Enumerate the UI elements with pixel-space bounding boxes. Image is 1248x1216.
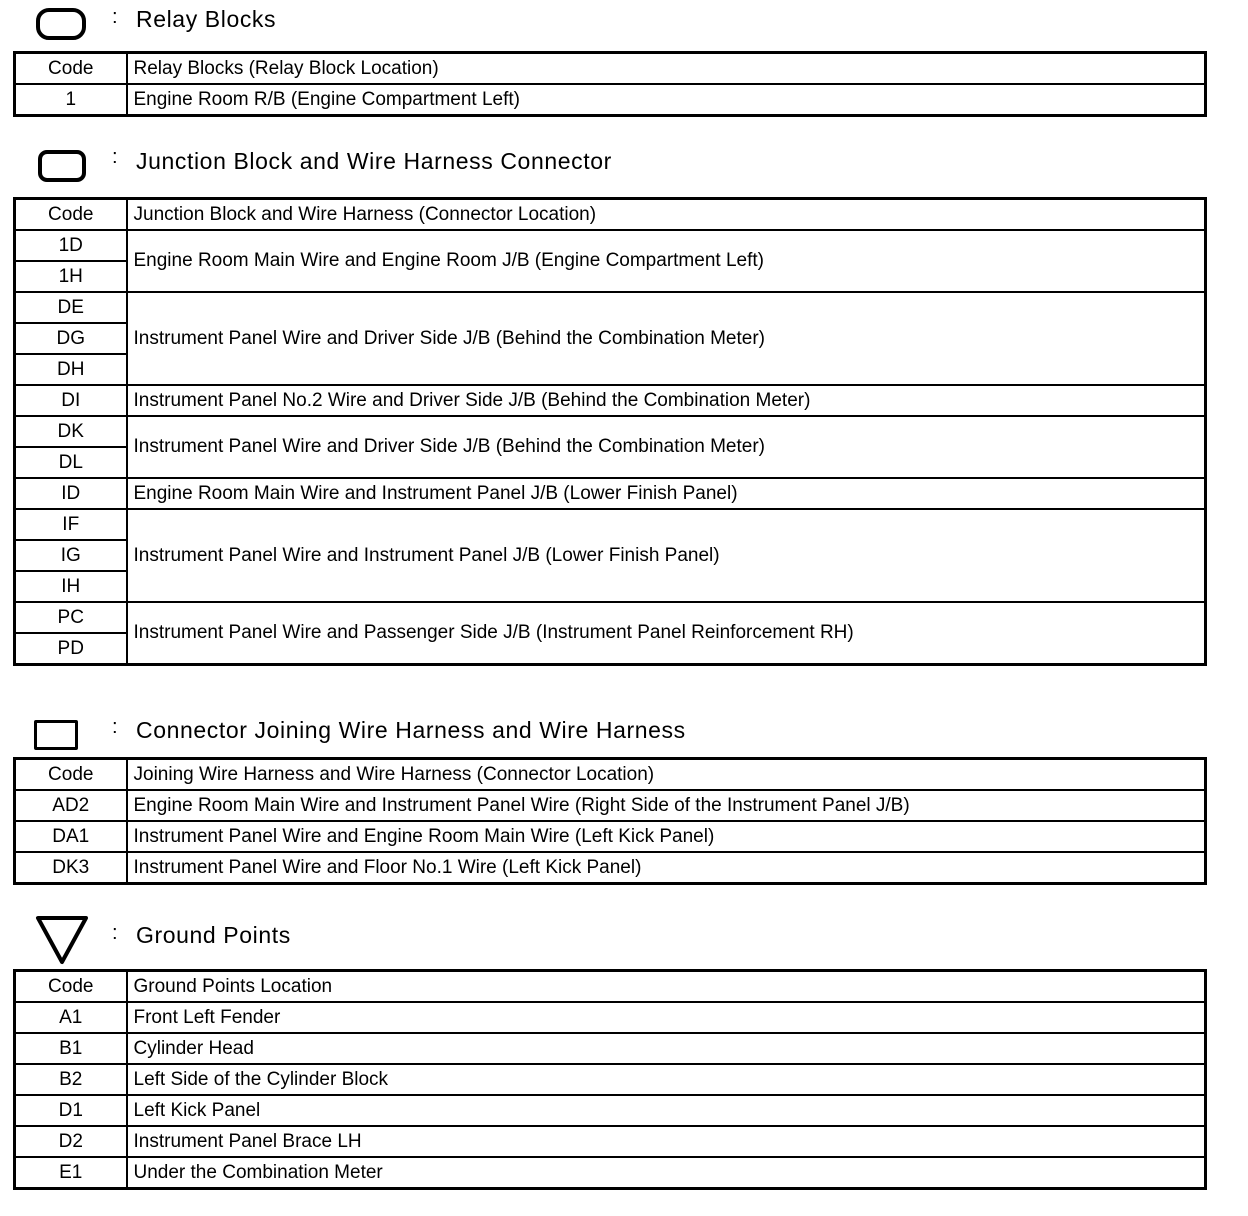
- table-header-row: [15, 53, 1206, 85]
- connector-symbol-icon: [34, 720, 78, 750]
- code-cell: 1: [15, 84, 127, 116]
- header-code: Code: [15, 759, 127, 791]
- code-cell: B1: [15, 1033, 127, 1064]
- table-row: [15, 416, 1206, 447]
- table-row: [15, 1033, 1206, 1064]
- table-row: [15, 509, 1206, 540]
- desc-cell: Instrument Panel Wire and Engine Room Main Wire (Left Kick Panel): [127, 821, 1206, 852]
- header-code: Code: [15, 53, 127, 85]
- desc-cell: Instrument Panel Wire and Floor No.1 Wire (Left Kick Panel): [127, 852, 1206, 884]
- section-title: Relay Blocks: [136, 6, 277, 32]
- desc-cell: Engine Room Main Wire and Instrument Panel Wire (Right Side of the Instrument Panel J/B): [127, 790, 1206, 821]
- table-row: [15, 790, 1206, 821]
- desc-cell: Instrument Panel Wire and Driver Side J/B (Behind the Combination Meter): [127, 416, 1206, 478]
- header-desc: Junction Block and Wire Harness (Connector Location): [127, 199, 1206, 231]
- header-colon: :: [112, 716, 118, 738]
- code-cell: IG: [15, 540, 127, 571]
- junction-block-table: [13, 197, 1207, 666]
- desc-cell: Left Kick Panel: [127, 1095, 1206, 1126]
- table-row: [15, 1157, 1206, 1189]
- desc-cell: Instrument Panel Wire and Instrument Panel J/B (Lower Finish Panel): [127, 509, 1206, 602]
- table-row: [15, 478, 1206, 509]
- desc-cell: Under the Combination Meter: [127, 1157, 1206, 1189]
- code-cell: D2: [15, 1126, 127, 1157]
- desc-cell: Instrument Panel Brace LH: [127, 1126, 1206, 1157]
- junction-block-symbol-icon: [38, 150, 86, 182]
- code-cell: D1: [15, 1095, 127, 1126]
- desc-cell: Engine Room Main Wire and Engine Room J/B (Engine Compartment Left): [127, 230, 1206, 292]
- code-cell: DL: [15, 447, 127, 478]
- code-cell: ID: [15, 478, 127, 509]
- code-cell: AD2: [15, 790, 127, 821]
- relay-blocks-table: [13, 51, 1207, 117]
- table-row: [15, 1126, 1206, 1157]
- table-row: [15, 292, 1206, 323]
- desc-cell: Cylinder Head: [127, 1033, 1206, 1064]
- code-cell: PD: [15, 633, 127, 665]
- connector-joining-table: [13, 757, 1207, 885]
- table-row: [15, 1095, 1206, 1126]
- desc-cell: Engine Room Main Wire and Instrument Panel J/B (Lower Finish Panel): [127, 478, 1206, 509]
- relay-block-symbol-icon: [36, 8, 86, 40]
- table-header-row: [15, 199, 1206, 231]
- code-cell: DA1: [15, 821, 127, 852]
- code-cell: B2: [15, 1064, 127, 1095]
- code-cell: IH: [15, 571, 127, 602]
- ground-points-table: [13, 969, 1207, 1190]
- section-header-junction-block: [0, 140, 1248, 184]
- code-cell: DE: [15, 292, 127, 323]
- header-desc: Joining Wire Harness and Wire Harness (Connector Location): [127, 759, 1206, 791]
- ground-triangle-icon: [34, 914, 90, 966]
- desc-cell: Instrument Panel Wire and Driver Side J/B (Behind the Combination Meter): [127, 292, 1206, 385]
- header-colon: :: [112, 146, 118, 168]
- section-title: Connector Joining Wire Harness and Wire Harness: [136, 717, 686, 743]
- table-row: [15, 1064, 1206, 1095]
- desc-cell: Instrument Panel Wire and Passenger Side J/B (Instrument Panel Reinforcement RH): [127, 602, 1206, 665]
- code-cell: IF: [15, 509, 127, 540]
- header-code: Code: [15, 971, 127, 1003]
- table-row: [15, 852, 1206, 884]
- code-cell: DK3: [15, 852, 127, 884]
- desc-cell: Engine Room R/B (Engine Compartment Left): [127, 84, 1206, 116]
- section-title: Junction Block and Wire Harness Connector: [136, 148, 612, 174]
- section-header-ground-points: [0, 910, 1248, 954]
- header-colon: :: [112, 6, 118, 28]
- code-cell: DG: [15, 323, 127, 354]
- code-cell: PC: [15, 602, 127, 633]
- code-cell: E1: [15, 1157, 127, 1189]
- section-header-connector-joining: [0, 710, 1248, 754]
- section-header-relay-blocks: [0, 0, 1248, 44]
- desc-cell: Left Side of the Cylinder Block: [127, 1064, 1206, 1095]
- desc-cell: Instrument Panel No.2 Wire and Driver Side J/B (Behind the Combination Meter): [127, 385, 1206, 416]
- code-cell: DI: [15, 385, 127, 416]
- code-cell: 1D: [15, 230, 127, 261]
- table-row: [15, 602, 1206, 633]
- table-header-row: [15, 759, 1206, 791]
- table-row: [15, 230, 1206, 261]
- table-header-row: [15, 971, 1206, 1003]
- code-cell: DH: [15, 354, 127, 385]
- header-colon: :: [112, 922, 118, 944]
- desc-cell: Front Left Fender: [127, 1002, 1206, 1033]
- header-desc: Ground Points Location: [127, 971, 1206, 1003]
- code-cell: 1H: [15, 261, 127, 292]
- code-cell: A1: [15, 1002, 127, 1033]
- header-desc: Relay Blocks (Relay Block Location): [127, 53, 1206, 85]
- header-code: Code: [15, 199, 127, 231]
- table-row: [15, 385, 1206, 416]
- code-cell: DK: [15, 416, 127, 447]
- table-row: [15, 821, 1206, 852]
- section-title: Ground Points: [136, 922, 291, 948]
- table-row: [15, 84, 1206, 116]
- table-row: [15, 1002, 1206, 1033]
